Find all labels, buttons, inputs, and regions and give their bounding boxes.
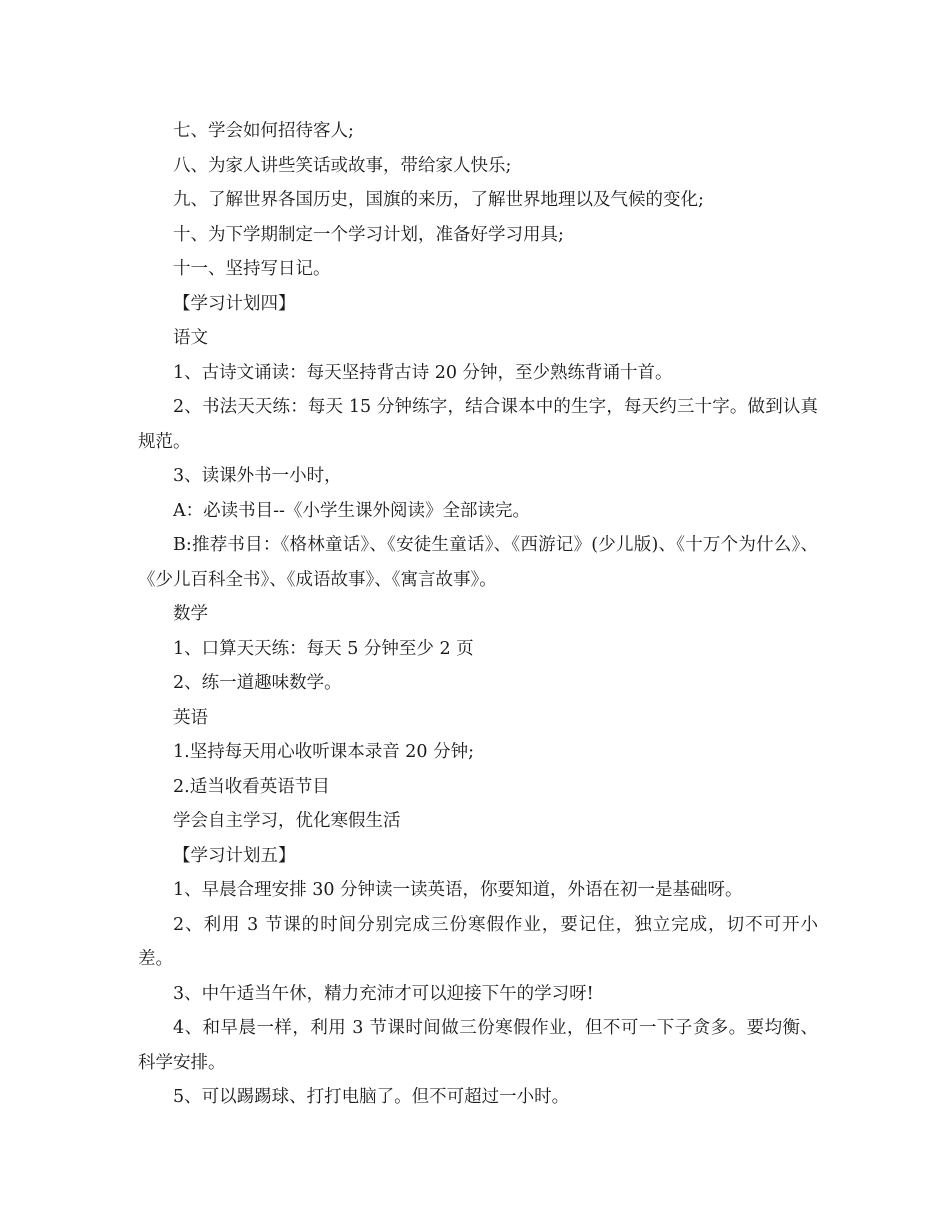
- list-item: B:推荐书目：《格林童话》、《安徒生童话》、《西游记》(少儿版)、《十万个为什么》、《少儿百科全书》、《成语故事》、《寓言故事》。: [138, 535, 818, 590]
- list-item: 七、学会如何招待客人;: [173, 121, 354, 141]
- list-item: A：必读书目--《小学生课外阅读》全部读完。: [173, 500, 530, 521]
- list-item: 4、和早晨一样，利用 3 节课时间做三份寒假作业，但不可一下子贪多。要均衡、科学安排。: [138, 1018, 818, 1073]
- subject-heading: 语文: [173, 328, 208, 348]
- subject-heading: 英语: [173, 707, 208, 728]
- list-item: 2.适当收看英语节目: [173, 776, 330, 797]
- list-item: 2、利用 3 节课的时间分别完成三份寒假作业，要记住，独立完成，切不可开小差。: [138, 914, 818, 969]
- list-item: 3、读课外书一小时，: [173, 466, 342, 486]
- section-heading: 【学习计划五】: [173, 845, 296, 866]
- list-item: 2、练一道趣味数学。: [173, 673, 342, 693]
- list-item: 1、古诗文诵读：每天坚持背古诗 20 分钟，至少熟练背诵十首。: [173, 362, 673, 383]
- list-item: 5、可以踢踢球、打打电脑了。但不可超过一小时。: [173, 1087, 570, 1107]
- list-item: 十、为下学期制定一个学习计划，准备好学习用具;: [173, 224, 564, 245]
- subject-heading: 数学: [173, 604, 208, 624]
- list-item: 九、了解世界各国历史，国旗的来历，了解世界地理以及气候的变化;: [173, 190, 704, 210]
- list-item: 1、早晨合理安排 30 分钟读一读英语，你要知道，外语在初一是基础呀。: [173, 880, 743, 900]
- list-item: 2、书法天天练：每天 15 分钟练字，结合课本中的生字，每天约三十字。做到认真规范。: [138, 397, 818, 452]
- section-heading: 【学习计划四】: [173, 293, 296, 314]
- list-item: 1.坚持每天用心收听课本录音 20 分钟;: [173, 742, 474, 762]
- list-item: 八、为家人讲些笑话或故事，带给家人快乐;: [173, 155, 512, 176]
- list-item: 3、中午适当午休，精力充沛才可以迎接下午的学习呀!: [173, 983, 594, 1004]
- list-item: 1、口算天天练：每天 5 分钟至少 2 页: [173, 638, 474, 659]
- paragraph: 学会自主学习，优化寒假生活: [173, 811, 401, 831]
- list-item: 十一、坚持写日记。: [173, 259, 331, 279]
- document-body: [138, 114, 818, 1115]
